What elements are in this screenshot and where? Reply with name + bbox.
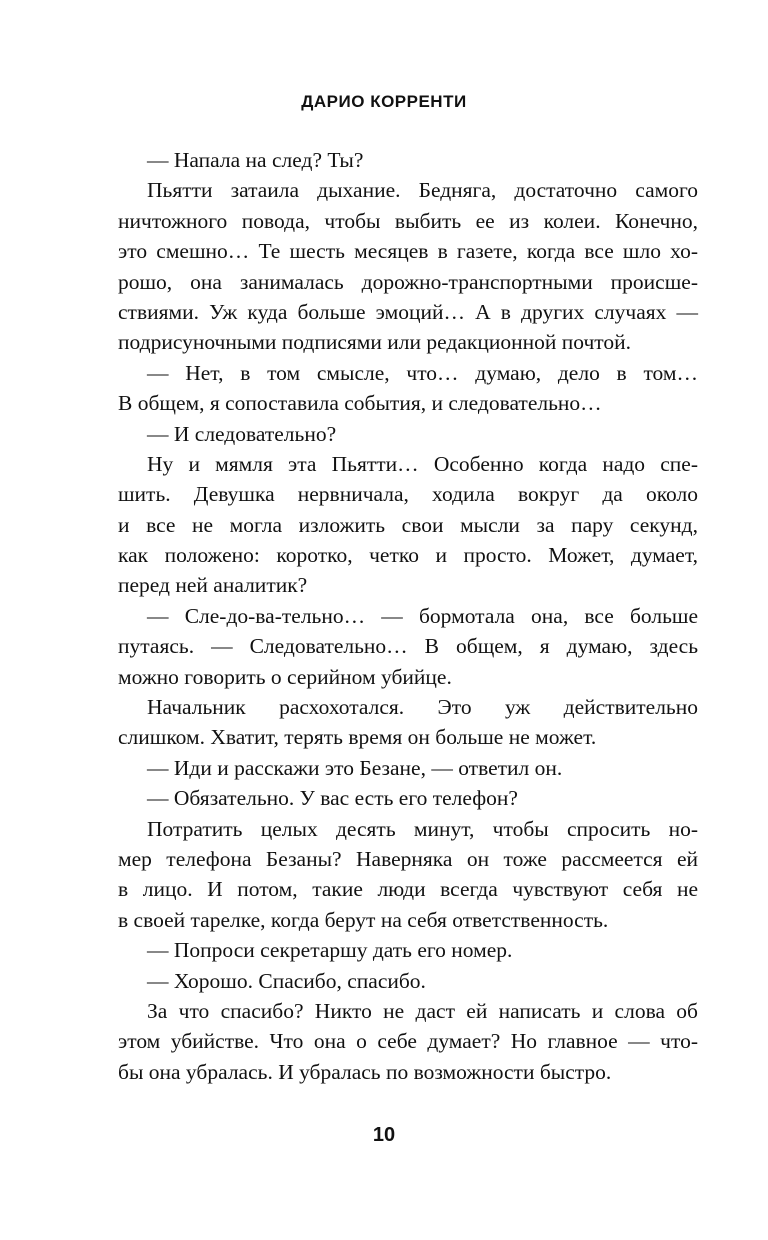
- text-line: в своей тарелке, когда берут на себя ответственность.: [118, 907, 609, 932]
- text-line: — И следовательно?: [147, 421, 337, 446]
- text-line: Потратить целых десять минут, чтобы спросить но-: [147, 816, 698, 841]
- text-line: можно говорить о серийном убийце.: [118, 664, 452, 689]
- text-line: — Хорошо. Спасибо, спасибо.: [147, 968, 426, 993]
- text-line: ничтожного повода, чтобы выбить ее из колеи. Конечно,: [118, 208, 698, 233]
- text-line: — Обязательно. У вас есть его телефон?: [147, 786, 518, 811]
- text-line: подрисуночными подписями или редакционной почтой.: [118, 330, 632, 355]
- text-line: — Попроси секретаршу дать его номер.: [147, 938, 513, 963]
- text-line: это смешно… Те шесть месяцев в газете, когда все шло хо-: [118, 239, 698, 264]
- text-line: рошо, она занималась дорожно-транспортными происше-: [118, 269, 698, 294]
- text-line: мер телефона Безаны? Наверняка он тоже рассмеется ей: [118, 846, 698, 871]
- text-line: шить. Девушка нервничала, ходила вокруг да около: [118, 482, 698, 507]
- text-line: — Нет, в том смысле, что… думаю, дело в том…: [147, 360, 698, 385]
- text-line: перед ней аналитик?: [118, 573, 308, 598]
- running-head: ДАРИО КОРРЕНТИ: [301, 92, 467, 111]
- text-line: ствиями. Уж куда больше эмоций… А в других случаях —: [118, 299, 698, 324]
- text-line: и все не могла изложить свои мысли за пару секунд,: [118, 512, 698, 537]
- text-line: Пьятти затаила дыхание. Бедняга, достаточно самого: [147, 178, 698, 203]
- text-line: слишком. Хватит, терять время он больше не может.: [118, 725, 597, 750]
- text-line: — Сле-до-ва-тельно… — бормотала она, все больше: [147, 603, 698, 628]
- text-line: этом убийстве. Что она о себе думает? Но главное — что-: [118, 1029, 698, 1054]
- text-line: в лицо. И потом, такие люди всегда чувствуют себя не: [118, 877, 698, 902]
- text-line: За что спасибо? Никто не даст ей написать и слова об: [147, 998, 698, 1023]
- body-text: [118, 145, 698, 1087]
- text-line: — Иди и расскажи это Безане, — ответил он.: [147, 755, 563, 780]
- text-line: путаясь. — Следовательно… В общем, я думаю, здесь: [118, 634, 698, 659]
- text-line: Начальник расхохотался. Это уж действительно: [147, 695, 698, 720]
- text-line: — Напала на след? Ты?: [147, 148, 364, 172]
- text-line: Ну и мямля эта Пьятти… Особенно когда надо спе-: [147, 451, 698, 476]
- text-line: бы она убралась. И убралась по возможности быстро.: [118, 1059, 612, 1084]
- page-number: 10: [372, 1124, 396, 1146]
- text-line: как положено: коротко, четко и просто. Может, думает,: [118, 543, 698, 568]
- text-line: В общем, я сопоставила события, и следовательно…: [118, 391, 602, 416]
